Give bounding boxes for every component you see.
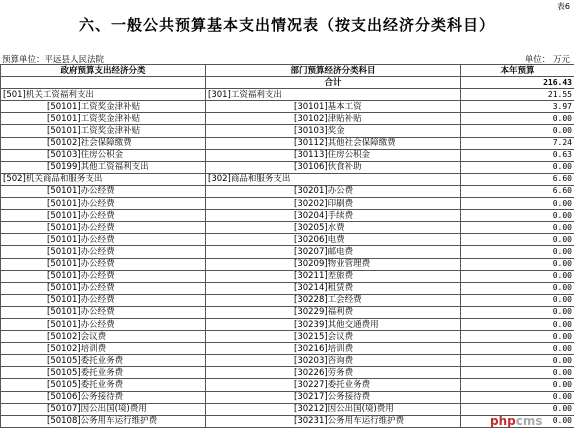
dept-class-cell: [30206]电费 bbox=[206, 234, 461, 246]
gov-class-cell: [50101]办公经费 bbox=[1, 246, 206, 258]
amount-cell: 0.00 bbox=[461, 222, 574, 234]
amount-cell: 0.00 bbox=[461, 113, 574, 125]
currency-unit-label: 单位： 万元 bbox=[524, 55, 570, 65]
dept-class-cell: [30113]住房公积金 bbox=[206, 149, 461, 161]
table-body bbox=[1, 65, 574, 428]
table-row bbox=[1, 270, 574, 282]
table-group-row bbox=[1, 89, 574, 101]
dept-class-cell: [30215]会议费 bbox=[206, 331, 461, 343]
amount-cell: 0.00 bbox=[461, 282, 574, 294]
gov-class-cell: [50105]委托业务费 bbox=[1, 355, 206, 367]
amount-cell: 0.00 bbox=[461, 415, 574, 427]
budget-unit-label: 预算单位：平远县人民法院 bbox=[2, 55, 105, 65]
watermark-main: php bbox=[490, 414, 516, 428]
dept-class-cell: [30226]劳务费 bbox=[206, 367, 461, 379]
amount-cell: 0.00 bbox=[461, 161, 574, 173]
gov-class-cell: [50107]因公出国(境)费用 bbox=[1, 403, 206, 415]
total-row bbox=[1, 77, 574, 89]
amount-cell: 6.60 bbox=[461, 173, 574, 185]
gov-class-cell: [50103]住房公积金 bbox=[1, 149, 206, 161]
gov-class-cell: [50106]公务接待费 bbox=[1, 391, 206, 403]
total-label: 合计 bbox=[206, 77, 461, 89]
amount-cell: 0.00 bbox=[461, 367, 574, 379]
gov-class-cell: [50101]办公经费 bbox=[1, 294, 206, 306]
table-row bbox=[1, 294, 574, 306]
dept-class-cell: [30103]奖金 bbox=[206, 125, 461, 137]
dept-class-cell: [30201]办公费 bbox=[206, 185, 461, 197]
dept-class-cell: [30112]其他社会保障缴费 bbox=[206, 137, 461, 149]
table-row bbox=[1, 101, 574, 113]
gov-class-cell: [50102]培训费 bbox=[1, 343, 206, 355]
gov-class-cell: [502]机关商品和服务支出 bbox=[1, 173, 206, 185]
amount-cell: 0.00 bbox=[461, 270, 574, 282]
dept-class-cell: [30211]差旅费 bbox=[206, 270, 461, 282]
table-row bbox=[1, 282, 574, 294]
dept-class-cell: [30207]邮电费 bbox=[206, 246, 461, 258]
table-row bbox=[1, 149, 574, 161]
gov-class-cell: [50101]办公经费 bbox=[1, 198, 206, 210]
amount-cell: 0.00 bbox=[461, 318, 574, 330]
table-header-row bbox=[1, 65, 574, 77]
table-row bbox=[1, 343, 574, 355]
gov-class-cell: [50101]工资奖金津补贴 bbox=[1, 101, 206, 113]
gov-class-cell: [50101]办公经费 bbox=[1, 270, 206, 282]
gov-class-cell: [50101]工资奖金津补贴 bbox=[1, 125, 206, 137]
amount-cell: 0.00 bbox=[461, 198, 574, 210]
amount-cell: 0.00 bbox=[461, 210, 574, 222]
amount-cell: 0.00 bbox=[461, 258, 574, 270]
table-row bbox=[1, 113, 574, 125]
table-row bbox=[1, 306, 574, 318]
table-row bbox=[1, 210, 574, 222]
gov-class-cell: [50101]办公经费 bbox=[1, 258, 206, 270]
dept-class-cell: [30228]工会经费 bbox=[206, 294, 461, 306]
amount-cell: 0.00 bbox=[461, 246, 574, 258]
gov-class-cell: [50101]办公经费 bbox=[1, 222, 206, 234]
gov-class-cell: [501]机关工资福利支出 bbox=[1, 89, 206, 101]
table-group-row bbox=[1, 173, 574, 185]
amount-cell: 0.00 bbox=[461, 331, 574, 343]
dept-class-cell: [30217]公务接待费 bbox=[206, 391, 461, 403]
amount-cell: 0.00 bbox=[461, 379, 574, 391]
gov-class-cell: [50102]社会保障缴费 bbox=[1, 137, 206, 149]
amount-cell: 0.00 bbox=[461, 294, 574, 306]
dept-class-cell: [302]商品和服务支出 bbox=[206, 173, 461, 185]
total-empty-cell bbox=[1, 77, 206, 89]
dept-class-cell: [30212]因公出国(境)费用 bbox=[206, 403, 461, 415]
table-row bbox=[1, 318, 574, 330]
total-value: 216.43 bbox=[461, 77, 574, 89]
page-title: 六、一般公共预算基本支出情况表（按支出经济分类科目） bbox=[78, 16, 495, 34]
dept-class-cell: [30102]津贴补贴 bbox=[206, 113, 461, 125]
table-row bbox=[1, 246, 574, 258]
dept-class-cell: [30106]伙食补助 bbox=[206, 161, 461, 173]
dept-class-cell: [30205]水费 bbox=[206, 222, 461, 234]
amount-cell: 0.00 bbox=[461, 343, 574, 355]
gov-class-cell: [50101]办公经费 bbox=[1, 282, 206, 294]
gov-class-cell: [50105]委托业务费 bbox=[1, 367, 206, 379]
table-row bbox=[1, 198, 574, 210]
amount-cell: 0.00 bbox=[461, 306, 574, 318]
table-row bbox=[1, 355, 574, 367]
watermark-sub: cms bbox=[515, 414, 543, 428]
amount-cell: 0.00 bbox=[461, 391, 574, 403]
table-row bbox=[1, 415, 574, 427]
dept-class-cell: [30214]租赁费 bbox=[206, 282, 461, 294]
table-row bbox=[1, 331, 574, 343]
amount-cell: 0.63 bbox=[461, 149, 574, 161]
amount-cell: 7.24 bbox=[461, 137, 574, 149]
dept-class-cell: [30216]培训费 bbox=[206, 343, 461, 355]
dept-class-cell: [30101]基本工资 bbox=[206, 101, 461, 113]
dept-class-cell: [301]工资福利支出 bbox=[206, 89, 461, 101]
amount-cell: 0.00 bbox=[461, 234, 574, 246]
table-row bbox=[1, 403, 574, 415]
dept-class-cell: [30227]委托业务费 bbox=[206, 379, 461, 391]
gov-class-cell: [50199]其他工资福利支出 bbox=[1, 161, 206, 173]
table-row bbox=[1, 367, 574, 379]
watermark-logo bbox=[490, 414, 543, 428]
amount-cell: 21.55 bbox=[461, 89, 574, 101]
dept-class-cell: [30204]手续费 bbox=[206, 210, 461, 222]
amount-cell: 0.00 bbox=[461, 355, 574, 367]
dept-class-cell: [30203]咨询费 bbox=[206, 355, 461, 367]
amount-cell: 3.97 bbox=[461, 101, 574, 113]
sheet-tag: 表6 bbox=[556, 2, 570, 11]
expenditure-table bbox=[0, 64, 574, 428]
gov-class-cell: [50101]办公经费 bbox=[1, 234, 206, 246]
dept-class-cell: [30229]福利费 bbox=[206, 306, 461, 318]
amount-cell: 0.00 bbox=[461, 403, 574, 415]
header-amount: 本年预算 bbox=[461, 65, 574, 77]
gov-class-cell: [50101]办公经费 bbox=[1, 210, 206, 222]
gov-class-cell: [50105]委托业务费 bbox=[1, 379, 206, 391]
amount-cell: 0.00 bbox=[461, 125, 574, 137]
table-row bbox=[1, 137, 574, 149]
table-row bbox=[1, 222, 574, 234]
table-row bbox=[1, 379, 574, 391]
gov-class-cell: [50101]办公经费 bbox=[1, 318, 206, 330]
gov-class-cell: [50101]办公经费 bbox=[1, 185, 206, 197]
table-row bbox=[1, 234, 574, 246]
table-row bbox=[1, 185, 574, 197]
dept-class-cell: [30231]公务用车运行维护费 bbox=[206, 415, 461, 427]
header-dept-class: 部门预算经济分类科目 bbox=[206, 65, 461, 77]
gov-class-cell: [50101]工资奖金津补贴 bbox=[1, 113, 206, 125]
gov-class-cell: [50101]办公经费 bbox=[1, 306, 206, 318]
amount-cell: 6.60 bbox=[461, 185, 574, 197]
table-row bbox=[1, 258, 574, 270]
dept-class-cell: [30239]其他交通费用 bbox=[206, 318, 461, 330]
dept-class-cell: [30202]印刷费 bbox=[206, 198, 461, 210]
table-row bbox=[1, 161, 574, 173]
gov-class-cell: [50102]会议费 bbox=[1, 331, 206, 343]
table-row bbox=[1, 391, 574, 403]
table-row bbox=[1, 125, 574, 137]
dept-class-cell: [30209]物业管理费 bbox=[206, 258, 461, 270]
gov-class-cell: [50108]公务用车运行维护费 bbox=[1, 415, 206, 427]
header-gov-class: 政府预算支出经济分类 bbox=[1, 65, 206, 77]
